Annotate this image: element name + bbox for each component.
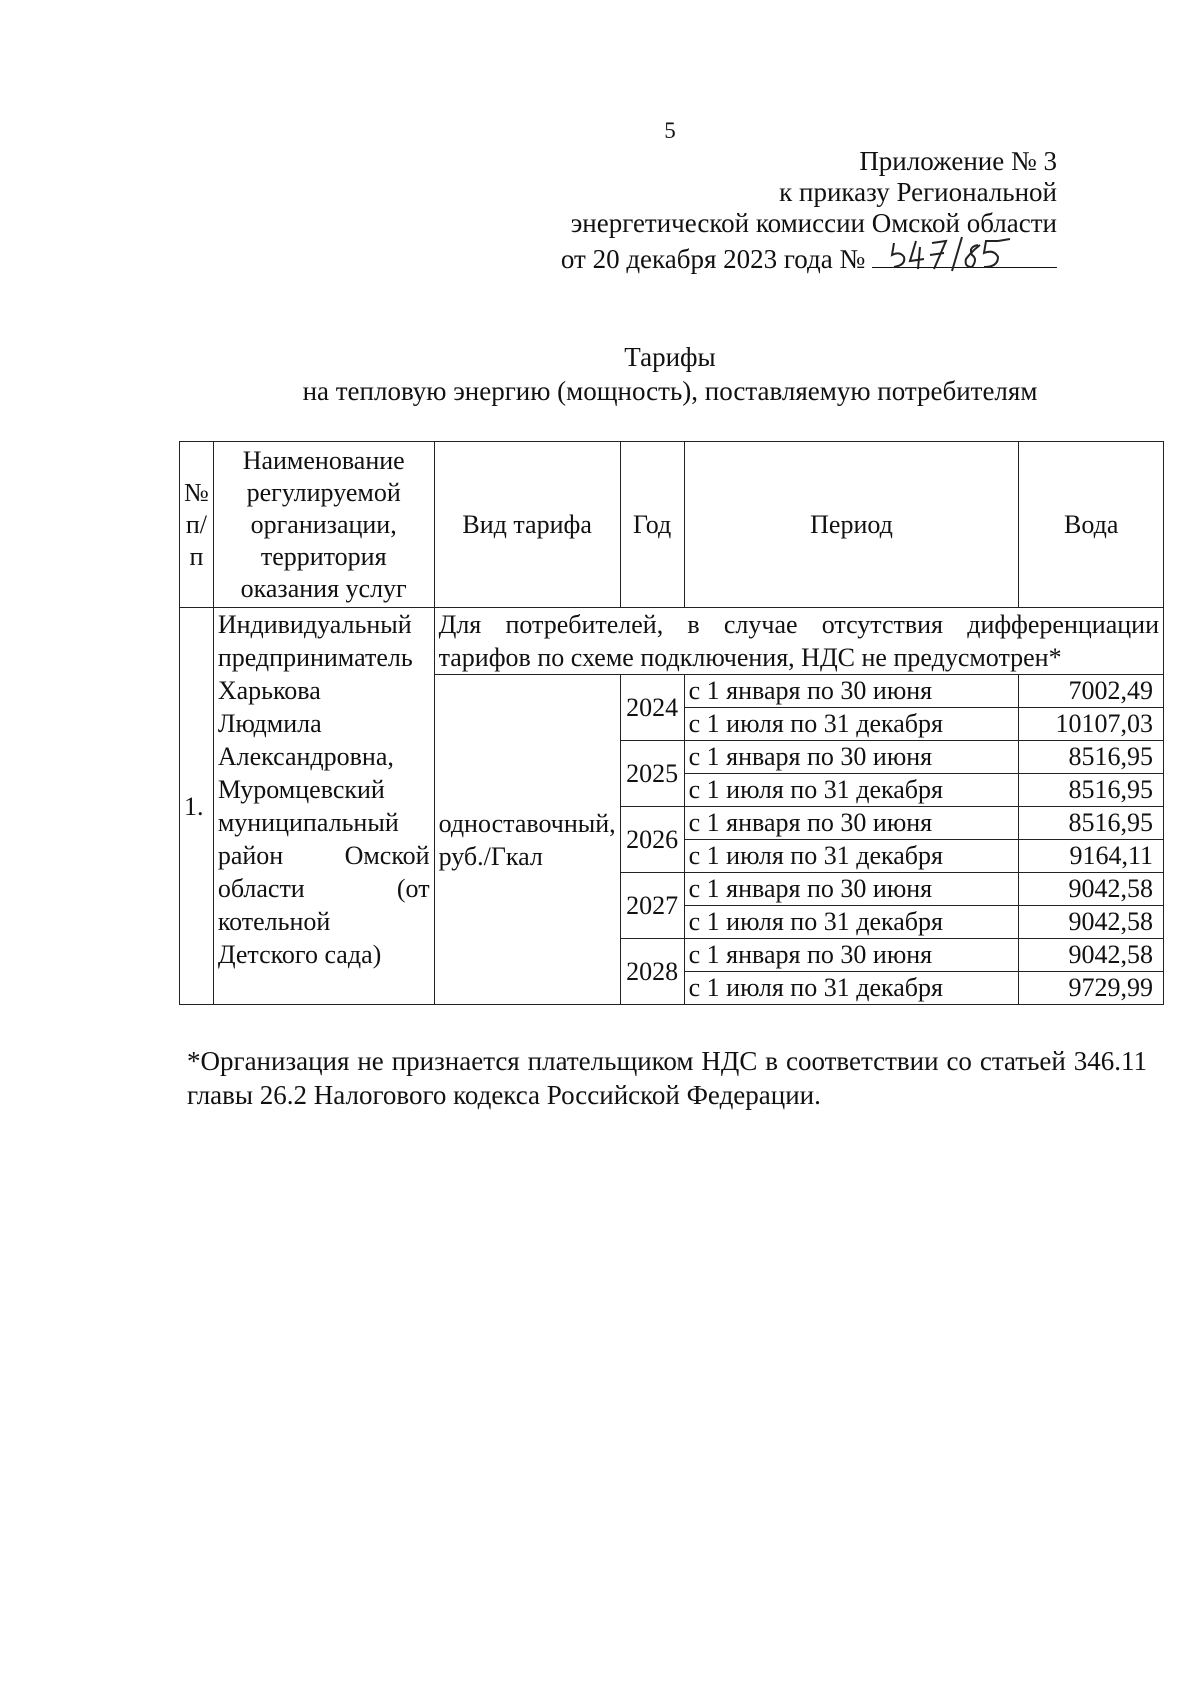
- org-line: предприниматель: [217, 643, 413, 672]
- period-cell: с 1 июля по 31 декабря: [684, 708, 1019, 741]
- period-cell: с 1 января по 30 июня: [684, 807, 1019, 840]
- year-cell: 2025: [620, 741, 684, 807]
- org-line: котельной: [217, 907, 331, 936]
- water-value-cell: 9164,11: [1019, 840, 1164, 873]
- header-no: № п/п: [180, 442, 214, 608]
- row-number: 1.: [180, 608, 214, 1005]
- org-line: [218, 872, 430, 905]
- org-line: Детского сада): [217, 940, 382, 969]
- period-cell: с 1 января по 30 июня: [684, 939, 1019, 972]
- year-cell: 2024: [620, 675, 684, 741]
- appendix-line-4: [561, 239, 1057, 275]
- title-line-2: на тепловую энергию (мощность), поставляемую потребителям: [302, 376, 1038, 406]
- org-line: муниципальный: [217, 808, 399, 837]
- water-value-cell: 8516,95: [1019, 807, 1164, 840]
- tariff-type-cell: одноставочный, руб./Гкал: [434, 675, 620, 1005]
- appendix-line-3: энергетической комиссии Омской области: [570, 208, 1057, 238]
- title-line-1: Тарифы: [624, 342, 716, 372]
- appendix-line-2: к приказу Региональной: [779, 177, 1057, 207]
- header-org: Наименование регулируемой организации, территория оказания услуг: [213, 442, 434, 608]
- order-date-prefix: от 20 декабря 2023 года №: [560, 244, 866, 274]
- table-body: [180, 608, 1164, 1005]
- period-cell: с 1 января по 30 июня: [684, 675, 1019, 708]
- org-line-part: области: [217, 874, 305, 903]
- table-row: [180, 608, 1164, 675]
- water-value-cell: 8516,95: [1019, 741, 1164, 774]
- table-header-row: [180, 442, 1164, 608]
- period-cell: с 1 января по 30 июня: [684, 741, 1019, 774]
- document-title: [0, 340, 1200, 408]
- consumer-note: Для потребителей, в случае отсутствия дифференциации тарифов по схеме подключения, НДС не предусмотрен*: [434, 608, 1163, 675]
- org-line: Харькова: [217, 676, 321, 705]
- period-cell: с 1 июля по 31 декабря: [684, 840, 1019, 873]
- org-line-part: Омской: [344, 841, 430, 870]
- page-number: 5: [664, 118, 676, 143]
- year-cell: 2027: [620, 873, 684, 939]
- period-cell: с 1 июля по 31 декабря: [684, 774, 1019, 807]
- org-line-part: район: [217, 841, 284, 870]
- order-number-field: [872, 239, 1057, 268]
- header-period: Период: [684, 442, 1019, 608]
- year-cell: 2026: [620, 807, 684, 873]
- org-line: [218, 839, 430, 872]
- handwritten-order-number: [886, 233, 1016, 273]
- appendix-header: [561, 146, 1057, 275]
- period-cell: с 1 июля по 31 декабря: [684, 906, 1019, 939]
- water-value-cell: 7002,49: [1019, 675, 1164, 708]
- organization-cell: [213, 608, 434, 1005]
- water-value-cell: 9042,58: [1019, 939, 1164, 972]
- footnote: *Организация не признается плательщиком НДС в соответствии со статьей 346.11 главы 26.2 Налогового кодекса Российской Федерации.: [187, 1046, 1147, 1110]
- org-line-part: (от: [396, 874, 430, 903]
- header-water: Вода: [1019, 442, 1164, 608]
- water-value-cell: 9729,99: [1019, 972, 1164, 1005]
- water-value-cell: 9042,58: [1019, 873, 1164, 906]
- org-line: Александровна,: [217, 742, 394, 771]
- header-type: Вид тарифа: [434, 442, 620, 608]
- appendix-line-1: Приложение № 3: [859, 146, 1057, 176]
- org-line: Людмила: [217, 709, 322, 738]
- org-line: Индивидуальный: [217, 610, 412, 639]
- water-value-cell: 9042,58: [1019, 906, 1164, 939]
- water-value-cell: 10107,03: [1019, 708, 1164, 741]
- period-cell: с 1 января по 30 июня: [684, 873, 1019, 906]
- org-line: Муромцевский: [217, 775, 385, 804]
- year-cell: 2028: [620, 939, 684, 1005]
- water-value-cell: 8516,95: [1019, 774, 1164, 807]
- period-cell: с 1 июля по 31 декабря: [684, 972, 1019, 1005]
- tariff-table: [179, 441, 1164, 1005]
- header-year: Год: [620, 442, 684, 608]
